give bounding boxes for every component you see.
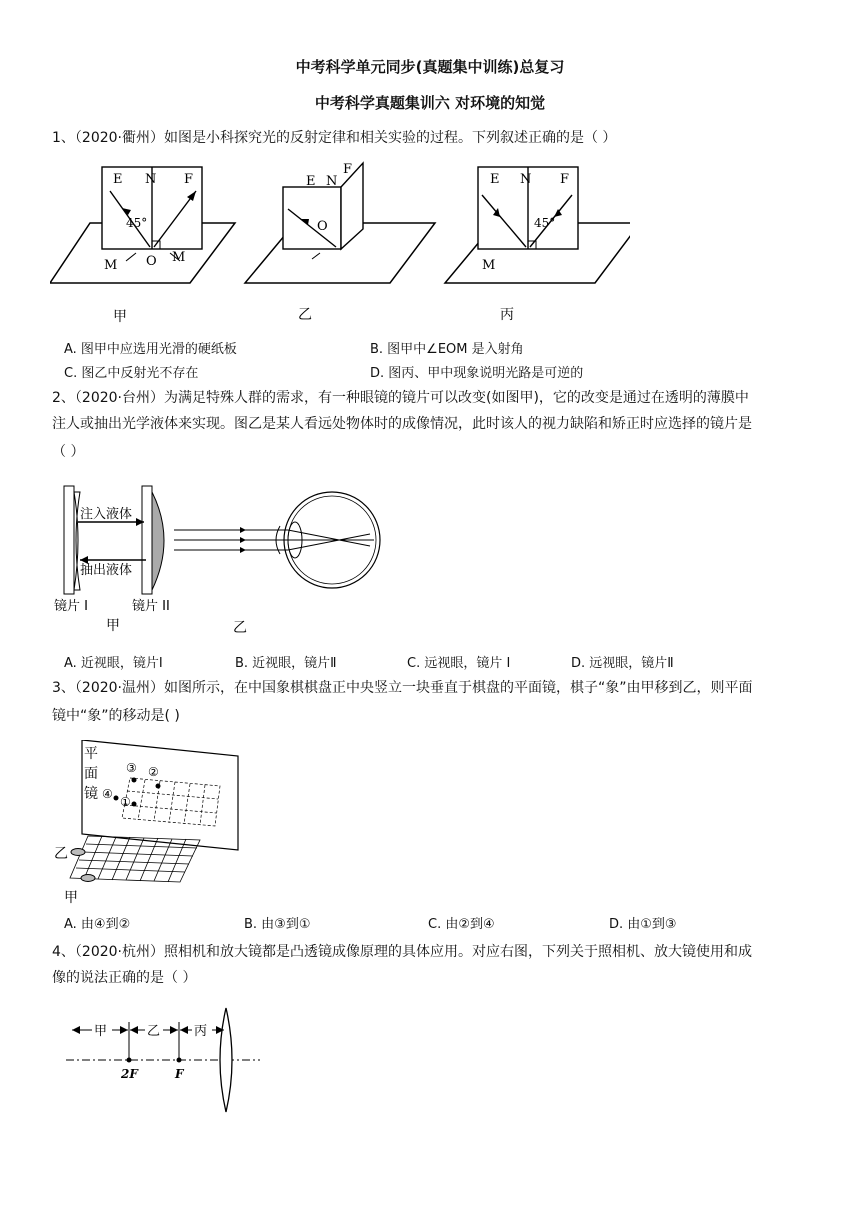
svg-text:E: E	[490, 172, 500, 187]
q3-option-a[interactable]: A. 由④到②	[64, 917, 131, 932]
svg-text:F: F	[184, 172, 194, 187]
question-2-stem-line-2: 注人或抽出光学液体来实现。图乙是某人看远处物体时的成像情况，此时该人的视力缺陷和矫正时应选择的镜片是	[52, 416, 752, 432]
question-3-stem-line-1: 3、（2020·温州）如图所示，在中国象棋棋盘正中央竖立一块垂直于棋盘的平面镜，棋子“象”由甲移到乙，则平面	[52, 680, 753, 696]
q1-option-a[interactable]: A. 图甲中应选用光滑的硬纸板	[64, 342, 237, 357]
svg-text:M: M	[482, 258, 496, 273]
q1-figure	[50, 155, 630, 330]
svg-text:③: ③	[126, 761, 137, 775]
svg-text:乙: 乙	[54, 846, 68, 862]
svg-text:N: N	[520, 172, 532, 187]
question-1-stem: 1、（2020·衢州）如图是小科探究光的反射定律和相关实验的过程。下列叙述正确的是（ ）	[52, 130, 617, 146]
q1-option-d[interactable]: D. 图丙、甲中现象说明光路是可逆的	[370, 366, 584, 381]
svg-text:①: ①	[120, 795, 131, 809]
q2-figure	[50, 478, 400, 638]
svg-text:45°: 45°	[126, 216, 148, 230]
svg-text:④: ④	[102, 787, 113, 801]
svg-text:E: E	[306, 174, 316, 189]
svg-text:镜片 I: 镜片 I	[54, 599, 88, 614]
question-4-stem-line-1: 4、（2020·杭州）照相机和放大镜都是凸透镜成像原理的具体应用。对应右图，下列关于照相机、放大镜使用和成	[52, 944, 752, 960]
q3-option-b[interactable]: B. 由③到①	[244, 917, 311, 932]
q1-fig-jia	[50, 167, 235, 283]
q2-option-b[interactable]: B. 近视眼，镜片Ⅱ	[235, 656, 337, 671]
svg-text:2F: 2F	[121, 1067, 138, 1081]
q2-option-c[interactable]: C. 远视眼，镜片 I	[407, 656, 511, 671]
question-4-stem-line-2: 像的说法正确的是（ ）	[52, 970, 197, 986]
svg-text:抽出液体: 抽出液体	[80, 563, 133, 578]
q1-caption-jia: 甲	[113, 309, 127, 325]
svg-text:镜片 II: 镜片 II	[132, 599, 170, 614]
question-2-stem-line-3: （ ）	[52, 444, 85, 460]
svg-text:镜: 镜	[84, 786, 98, 802]
q2-option-a[interactable]: A. 近视眼，镜片Ⅰ	[64, 656, 163, 671]
svg-text:M: M	[104, 258, 118, 273]
q1-fig-yi	[245, 162, 435, 283]
q3-figure	[50, 740, 260, 905]
svg-text:平: 平	[84, 746, 98, 762]
q1-option-c[interactable]: C. 图乙中反射光不存在	[64, 366, 199, 381]
svg-text:甲: 甲	[64, 890, 78, 905]
svg-text:丙: 丙	[194, 1024, 208, 1039]
question-2-stem-line-1: 2、（2020·台州）为满足特殊人群的需求，有一种眼镜的镜片可以改变(如图甲)，它的改变是通过在透明的薄膜中	[52, 390, 749, 406]
svg-text:注入液体: 注入液体	[80, 507, 133, 522]
q3-option-c[interactable]: C. 由②到④	[428, 917, 495, 932]
svg-text:乙: 乙	[233, 620, 247, 636]
q1-caption-yi: 乙	[298, 307, 312, 323]
svg-text:O: O	[146, 254, 157, 269]
svg-text:E: E	[113, 172, 123, 187]
question-3-stem-line-2: 镜中“象”的移动是( )	[52, 708, 180, 724]
svg-text:F: F	[343, 162, 353, 177]
q4-figure	[60, 1004, 270, 1119]
svg-text:面: 面	[84, 766, 98, 782]
svg-text:②: ②	[148, 765, 159, 779]
page-subtitle: 中考科学真题集训六 对环境的知觉	[314, 94, 546, 112]
svg-text:F: F	[175, 1067, 184, 1081]
q2-option-d[interactable]: D. 远视眼，镜片Ⅱ	[571, 656, 674, 671]
q1-option-b[interactable]: B. 图甲中∠EOM 是入射角	[370, 342, 524, 357]
q1-fig-bing	[445, 167, 630, 283]
svg-text:N: N	[326, 174, 338, 189]
svg-text:F: F	[560, 172, 570, 187]
q3-option-d[interactable]: D. 由①到③	[609, 917, 677, 932]
svg-text:甲: 甲	[94, 1024, 108, 1039]
svg-text:M: M	[172, 250, 186, 265]
svg-text:N: N	[145, 172, 157, 187]
q1-caption-bing: 丙	[500, 307, 514, 323]
svg-text:O: O	[317, 219, 328, 234]
page-title: 中考科学单元同步(真题集中训练)总复习	[295, 58, 565, 76]
svg-text:甲: 甲	[106, 618, 120, 634]
svg-text:乙: 乙	[147, 1024, 161, 1039]
svg-text:45°: 45°	[534, 216, 556, 230]
